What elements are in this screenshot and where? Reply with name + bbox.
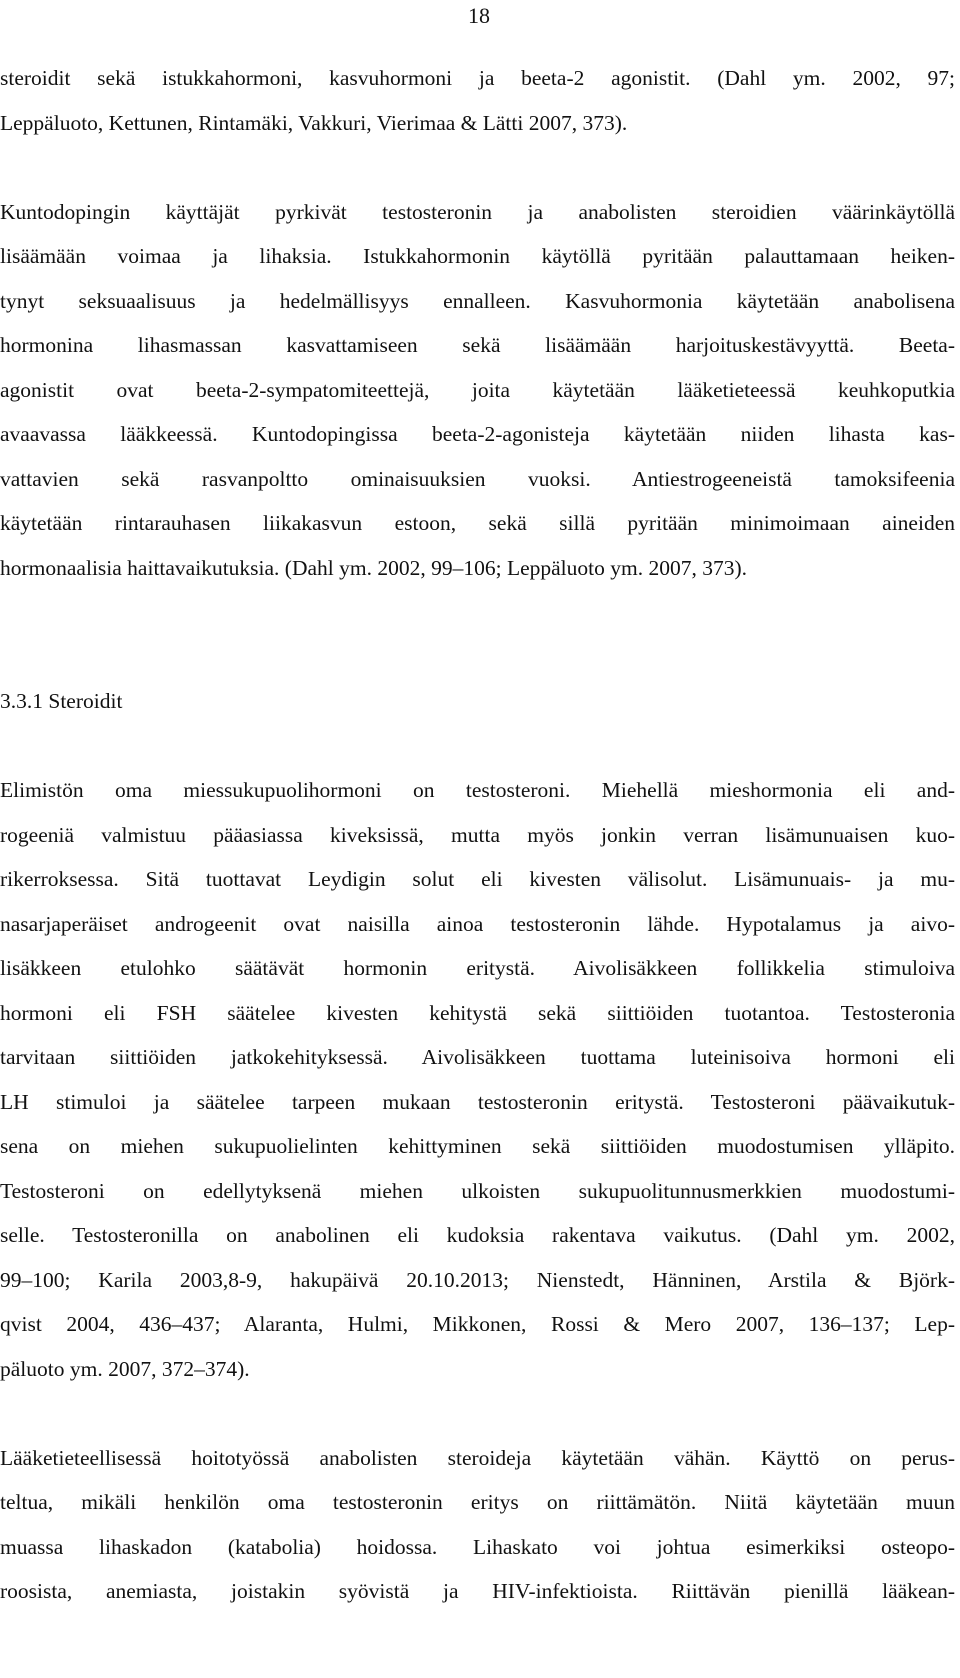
text-line: avaavassa lääkkeessä. Kuntodopingissa beeta-2-agonisteja käytetään niiden lihasta kas-	[0, 422, 955, 446]
document-body	[0, 62, 955, 1620]
paragraph-spacer	[0, 1397, 955, 1442]
text-line: roosista, anemiasta, joistakin syövistä ja HIV-infektioista. Riittävän pienillä lääkean-	[0, 1579, 955, 1603]
text-line: hormoni eli FSH säätelee kivesten kehitystä sekä siittiöiden tuotantoa. Testosteronia	[0, 1000, 955, 1025]
text-line: tarvitaan siittiöiden jatkokehityksessä. Aivolisäkkeen tuottama luteinisoiva hormoni eli	[0, 1045, 955, 1069]
text-line: LH stimuloi ja säätelee tarpeen mukaan testosteronin eritystä. Testosteroni päävaikutuk-	[0, 1089, 955, 1114]
paragraph-2	[0, 196, 955, 597]
text-line: selle. Testosteronilla on anabolinen eli kudoksia rakentava vaikutus. (Dahl ym. 2002,	[0, 1223, 955, 1247]
text-line: muassa lihaskadon (katabolia) hoidossa. Lihaskato voi johtua esimerkiksi osteopo-	[0, 1534, 955, 1559]
text-line: rogeeniä valmistuu pääasiassa kiveksissä, mutta myös jonkin verran lisämunuaisen kuo-	[0, 822, 955, 847]
text-line: steroidit sekä istukkahormoni, kasvuhormoni ja beeta-2 agonistit. (Dahl ym. 2002, 97;	[0, 66, 955, 90]
section-heading: 3.3.1 Steroidit	[0, 689, 123, 713]
paragraph-3	[0, 774, 955, 1397]
text-line: Lääketieteellisessä hoitotyössä anabolisten steroideja käytetään vähän. Käyttö on perus-	[0, 1445, 955, 1470]
paragraph-spacer	[0, 730, 955, 775]
text-line: Elimistön oma miessukupuolihormoni on testosteroni. Miehellä mieshormonia eli and-	[0, 778, 955, 802]
text-line: sena on miehen sukupuolielinten kehittyminen sekä siittiöiden muodostumisen ylläpito.	[0, 1134, 955, 1158]
text-line: 99–100; Karila 2003,8-9, hakupäivä 20.10.2013; Nienstedt, Hänninen, Arstila & Björk-	[0, 1267, 955, 1292]
paragraph-spacer	[0, 151, 955, 196]
text-line: tynyt seksuaalisuus ja hedelmällisyys ennalleen. Kasvuhormonia käytetään anabolisena	[0, 288, 955, 313]
text-line: Kuntodopingin käyttäjät pyrkivät testosteronin ja anabolisten steroidien väärinkäytöllä	[0, 199, 955, 224]
page-number: 18	[468, 3, 490, 28]
text-line: qvist 2004, 436–437; Alaranta, Hulmi, Mikkonen, Rossi & Mero 2007, 136–137; Lep-	[0, 1312, 955, 1336]
paragraph-1	[0, 62, 955, 151]
text-line: agonistit ovat beeta-2-sympatomiteettejä, joita käytetään lääketieteessä keuhkoputkia	[0, 377, 955, 402]
text-line: lisäämään voimaa ja lihaksia. Istukkahormonin käytöllä pyritään palauttamaan heiken-	[0, 244, 955, 268]
text-line: Testosteroni on edellytyksenä miehen ulkoisten sukupuolitunnusmerkkien muodostumi-	[0, 1178, 955, 1203]
text-line: rikerroksessa. Sitä tuottavat Leydigin solut eli kivesten välisolut. Lisämunuais- ja mu-	[0, 867, 955, 891]
text-line: Leppäluoto, Kettunen, Rintamäki, Vakkuri, Vierimaa & Lätti 2007, 373).	[0, 110, 628, 135]
paragraph-4	[0, 1442, 955, 1620]
text-line: hormonaalisia haittavaikutuksia. (Dahl ym. 2002, 99–106; Leppäluoto ym. 2007, 373).	[0, 555, 747, 580]
text-line: teltua, mikäli henkilön oma testosteronin eritys on riittämätön. Niitä käytetään muun	[0, 1490, 955, 1514]
text-line: vattavien sekä rasvanpoltto ominaisuuksien vuoksi. Antiestrogeeneistä tamoksifeenia	[0, 466, 955, 491]
paragraph-spacer	[0, 641, 955, 686]
text-line: hormonina lihasmassan kasvattamiseen sekä lisäämään harjoituskestävyyttä. Beeta-	[0, 333, 955, 357]
paragraph-spacer	[0, 596, 955, 641]
text-line: päluoto ym. 2007, 372–374).	[0, 1356, 250, 1381]
text-line: lisäkkeen etulohko säätävät hormonin eritystä. Aivolisäkkeen follikkelia stimuloiva	[0, 956, 955, 980]
text-line: nasarjaperäiset androgeenit ovat naisilla ainoa testosteronin lähde. Hypotalamus ja aivo-	[0, 911, 955, 936]
text-line: käytetään rintarauhasen liikakasvun estoon, sekä sillä pyritään minimoimaan aineiden	[0, 511, 955, 535]
